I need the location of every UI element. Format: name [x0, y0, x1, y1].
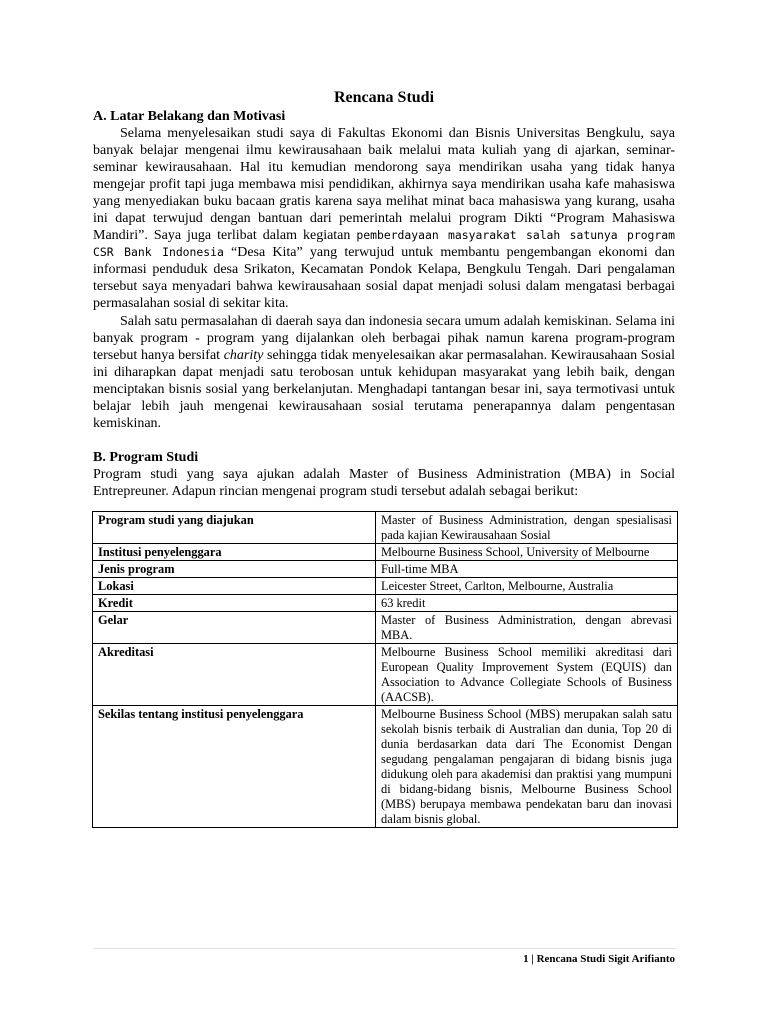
table-row-value: 63 kredit — [376, 594, 678, 611]
table-row — [93, 705, 678, 827]
table-row-label: Lokasi — [93, 577, 376, 594]
table-row-label: Sekilas tentang institusi penyelenggara — [93, 705, 376, 827]
p1-text-end: “Desa Kita” yang terwujud untuk membantu pengembangan ekonomi dan informasi penduduk desa Srikaton, Kecamatan Pondok Kelapa, Bengkulu Tengah. Dari pengalaman tersebut saya menyadari bahwa kewirausahaan sosial dapat menjadi solusi dalam mengatasi berbagai permasalahan sosial di sekitar kita. — [93, 245, 675, 312]
table-row-value: Full-time MBA — [376, 560, 678, 577]
table-row-label: Gelar — [93, 611, 376, 643]
p2-text-end: sehingga tidak menyelesaikan akar permasalahan. Kewirausahaan Sosial ini diharapkan dapat menjadi satu terobosan untuk kehidupan masyarakat yang lebih baik, dengan menciptakan bisnis sosial yang berkelanjutan. Menghadapi tantangan besar ini, saya termotivasi untuk belajar lebih jauh mengenai kewirausahaan sosial terutama penerapannya dalam pengentasan kemiskinan. — [93, 347, 675, 431]
table-row — [93, 594, 678, 611]
section-a-paragraph-1 — [93, 125, 675, 313]
table-row — [93, 611, 678, 643]
page-footer: 1 | Rencana Studi Sigit Arifianto — [523, 953, 675, 965]
page-title: Rencana Studi — [333, 89, 435, 106]
table-row-value: Master of Business Administration, dengan abrevasi MBA. — [376, 611, 678, 643]
table-row-label: Program studi yang diajukan — [93, 511, 376, 543]
table-row-label: Jenis program — [93, 560, 376, 577]
document-page — [93, 88, 675, 828]
section-b-intro: Program studi yang saya ajukan adalah Master of Business Administration (MBA) in Social Entrepreuner. Adapun rincian mengenai program studi tersebut adalah sebagai berikut: — [93, 466, 675, 499]
table-row-label: Kredit — [93, 594, 376, 611]
table-row-value: Melbourne Business School (MBS) merupakan salah satu sekolah bisnis terbaik di Australian dan dunia, Top 20 di dunia berdasarkan data dari The Economist Dengan segudang pengalaman pengajaran di bidang bisnis juga didukung oleh para akademisi dan praktisi yang mumpuni di bidang-bidang bisnis, Melbourne Business School (MBS) berupaya membawa pendekatan baru dan inovasi dalam bisnis global. — [376, 705, 678, 827]
p2-text-italic: charity — [223, 347, 264, 363]
program-details-table — [92, 511, 678, 828]
section-a-paragraph-2 — [93, 313, 675, 432]
p1-text-mono: pemberdayaan masyarakat salah satunya program CSR Bank Indonesia — [93, 228, 675, 260]
footer-divider — [93, 948, 677, 949]
table-row — [93, 543, 678, 560]
table-row-value: Leicester Street, Carlton, Melbourne, Australia — [376, 577, 678, 594]
table-row-value: Melbourne Business School, University of Melbourne — [376, 543, 678, 560]
section-b-heading: B. Program Studi — [93, 449, 199, 465]
p1-text-start: Selama menyelesaikan studi saya di Fakultas Ekonomi dan Bisnis Universitas Bengkulu, saya banyak belajar mengenai ilmu kewirausahaan baik melalui mata kuliah yang di ajarkan, seminar-seminar kewirausahaan. Hal itu kemudian mendorong saya mendirikan usaha yang tidak hanya mengejar profit tapi juga membawa misi pendidikan, akhirnya saya mendirikan usaha kafe mahasiswa yang menyediakan buku bacaan gratis karena saya melihat minat baca mahasiswa yang kurang, usaha ini dapat terwujud dengan bantuan dari pemerintah melalui program Dikti “Program Mahasiswa Mandiri”. Saya juga terlibat dalam kegiatan — [93, 126, 675, 244]
table-row — [93, 643, 678, 705]
table-row — [93, 577, 678, 594]
table-row-value: Master of Business Administration, dengan spesialisasi pada kajian Kewirausahaan Sosial — [376, 511, 678, 543]
table-row-label: Akreditasi — [93, 643, 376, 705]
section-a-heading: A. Latar Belakang dan Motivasi — [93, 109, 286, 124]
table-row-value: Melbourne Business School memiliki akreditasi dari European Quality Improvement System (EQUIS) dan Association to Advance Collegiate Schools of Business (AACSB). — [376, 643, 678, 705]
p2-text-start: Salah satu permasalahan di daerah saya dan indonesia secara umum adalah kemiskinan. Selama ini banyak program - program yang dijalankan oleh berbagai pihak namun karena program-program tersebut hanya bersifat — [93, 313, 675, 363]
table-row-label: Institusi penyelenggara — [93, 543, 376, 560]
table-row — [93, 560, 678, 577]
table-row — [93, 511, 678, 543]
